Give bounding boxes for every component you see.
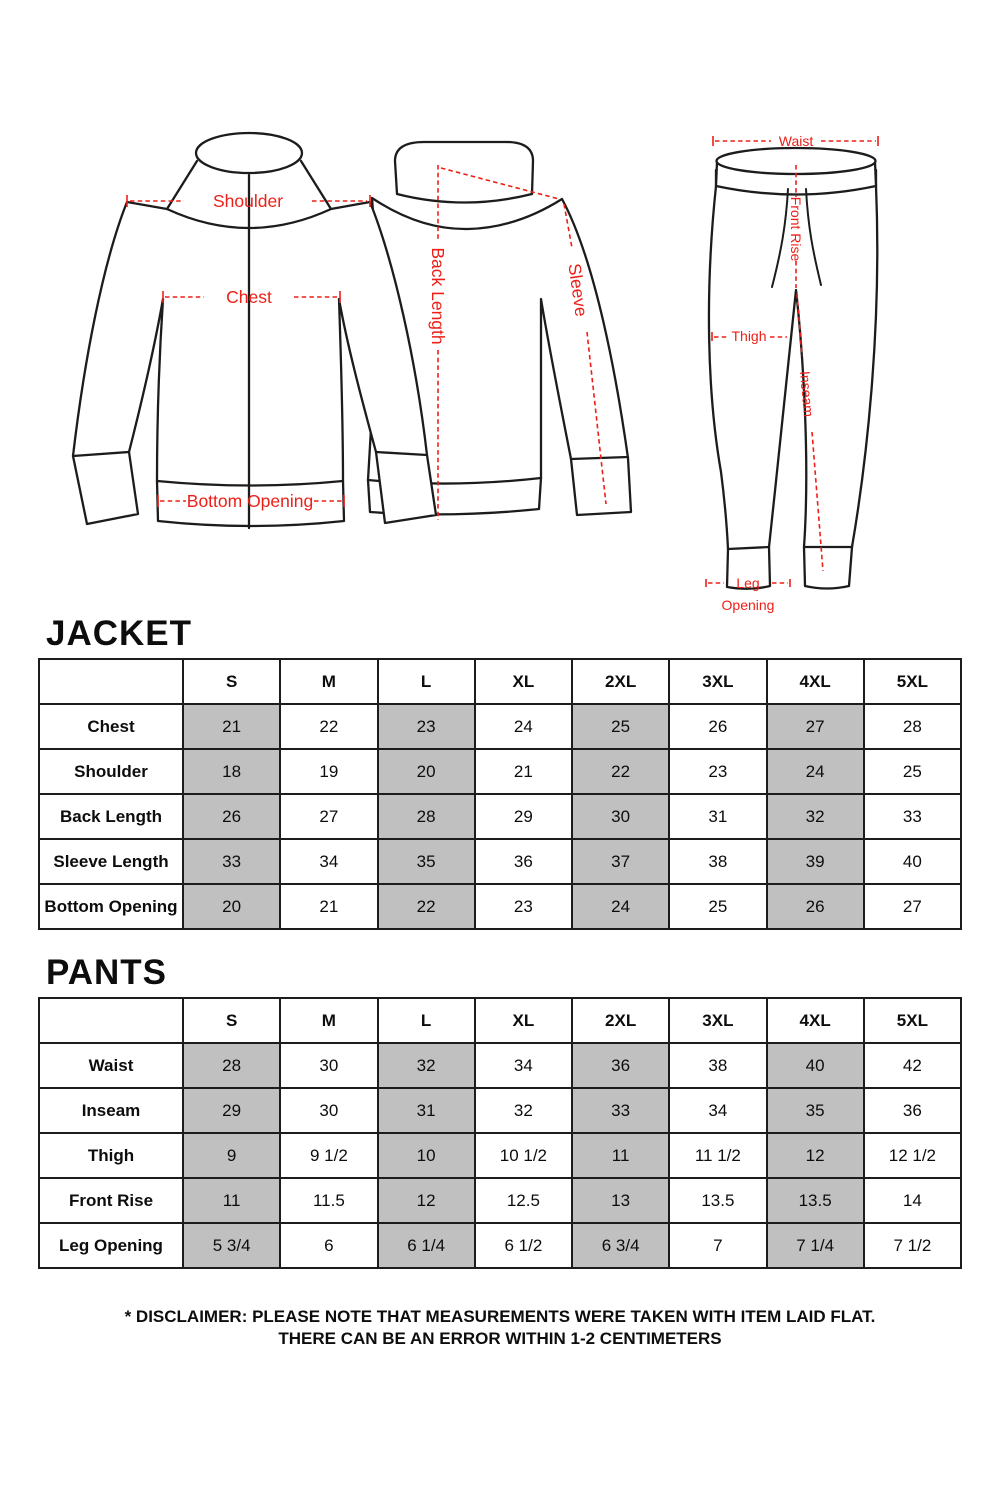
inseam-label: Inseam	[797, 370, 817, 418]
value-cell: 39	[767, 839, 864, 884]
value-cell: 11	[572, 1133, 669, 1178]
leg-opening-measure	[706, 575, 790, 613]
pants-size-table	[38, 997, 962, 1269]
value-cell: 27	[864, 884, 961, 929]
value-cell: 5 3/4	[183, 1223, 280, 1268]
value-cell: 13.5	[669, 1178, 766, 1223]
value-cell: 33	[864, 794, 961, 839]
size-header-M: M	[280, 998, 377, 1043]
value-cell: 32	[475, 1088, 572, 1133]
size-header-5XL: 5XL	[864, 659, 961, 704]
value-cell: 12	[378, 1178, 475, 1223]
value-cell: 28	[378, 794, 475, 839]
value-cell: 25	[572, 704, 669, 749]
value-cell: 23	[475, 884, 572, 929]
value-cell: 29	[183, 1088, 280, 1133]
row-label-cell: Shoulder	[39, 749, 183, 794]
table-row	[39, 704, 961, 749]
jacket-front-body	[73, 202, 436, 526]
value-cell: 34	[669, 1088, 766, 1133]
value-cell: 25	[669, 884, 766, 929]
value-cell: 33	[572, 1088, 669, 1133]
table-row	[39, 1133, 961, 1178]
value-cell: 36	[864, 1088, 961, 1133]
value-cell: 36	[475, 839, 572, 884]
value-cell: 21	[475, 749, 572, 794]
front-rise-label: Front Rise	[788, 196, 804, 262]
value-cell: 13	[572, 1178, 669, 1223]
thigh-label: Thigh	[731, 328, 767, 344]
table-row	[39, 1043, 961, 1088]
table-row	[39, 749, 961, 794]
value-cell: 6 3/4	[572, 1223, 669, 1268]
value-cell: 25	[864, 749, 961, 794]
sleeve-label: Sleeve	[564, 262, 592, 318]
value-cell: 11.5	[280, 1178, 377, 1223]
row-label-cell: Sleeve Length	[39, 839, 183, 884]
value-cell: 27	[280, 794, 377, 839]
value-cell: 7 1/2	[864, 1223, 961, 1268]
value-cell: 21	[183, 704, 280, 749]
value-cell: 20	[378, 749, 475, 794]
value-cell: 35	[767, 1088, 864, 1133]
size-header-S: S	[183, 659, 280, 704]
value-cell: 28	[864, 704, 961, 749]
value-cell: 10 1/2	[475, 1133, 572, 1178]
jacket-front-drawing	[73, 133, 436, 528]
corner-cell	[39, 659, 183, 704]
value-cell: 30	[572, 794, 669, 839]
value-cell: 40	[767, 1043, 864, 1088]
row-label-cell: Chest	[39, 704, 183, 749]
value-cell: 32	[767, 794, 864, 839]
value-cell: 10	[378, 1133, 475, 1178]
corner-cell	[39, 998, 183, 1043]
value-cell: 23	[378, 704, 475, 749]
table-row	[39, 839, 961, 884]
value-cell: 28	[183, 1043, 280, 1088]
table-row	[39, 1223, 961, 1268]
value-cell: 26	[767, 884, 864, 929]
size-header-L: L	[378, 659, 475, 704]
value-cell: 14	[864, 1178, 961, 1223]
size-header-2XL: 2XL	[572, 659, 669, 704]
value-cell: 30	[280, 1043, 377, 1088]
value-cell: 34	[475, 1043, 572, 1088]
header-row	[39, 998, 961, 1043]
disclaimer	[0, 1306, 1000, 1350]
value-cell: 9 1/2	[280, 1133, 377, 1178]
value-cell: 12 1/2	[864, 1133, 961, 1178]
size-header-4XL: 4XL	[767, 998, 864, 1043]
value-cell: 23	[669, 749, 766, 794]
size-header-L: L	[378, 998, 475, 1043]
size-header-XL: XL	[475, 998, 572, 1043]
value-cell: 6	[280, 1223, 377, 1268]
pants-section-title: PANTS	[46, 953, 168, 992]
size-header-S: S	[183, 998, 280, 1043]
row-label-cell: Inseam	[39, 1088, 183, 1133]
value-cell: 30	[280, 1088, 377, 1133]
value-cell: 40	[864, 839, 961, 884]
value-cell: 20	[183, 884, 280, 929]
value-cell: 31	[669, 794, 766, 839]
value-cell: 35	[378, 839, 475, 884]
row-label-cell: Front Rise	[39, 1178, 183, 1223]
garment-measurement-diagram	[0, 0, 1000, 620]
value-cell: 26	[183, 794, 280, 839]
size-header-4XL: 4XL	[767, 659, 864, 704]
value-cell: 11	[183, 1178, 280, 1223]
size-header-XL: XL	[475, 659, 572, 704]
waist-label: Waist	[778, 133, 814, 149]
size-header-3XL: 3XL	[669, 659, 766, 704]
chest-label: Chest	[226, 287, 272, 307]
size-header-M: M	[280, 659, 377, 704]
row-label-cell: Bottom Opening	[39, 884, 183, 929]
back-length-label: Back Length	[428, 247, 448, 345]
jacket-back-collar	[395, 142, 533, 203]
pants-waist-opening	[717, 148, 876, 174]
table-row	[39, 1178, 961, 1223]
value-cell: 12.5	[475, 1178, 572, 1223]
value-cell: 7	[669, 1223, 766, 1268]
disclaimer-line2: THERE CAN BE AN ERROR WITHIN 1-2 CENTIMETERS	[278, 1329, 722, 1348]
value-cell: 38	[669, 839, 766, 884]
table-row	[39, 884, 961, 929]
jacket-section-title: JACKET	[46, 614, 193, 653]
value-cell: 11 1/2	[669, 1133, 766, 1178]
value-cell: 38	[669, 1043, 766, 1088]
shoulder-label: Shoulder	[212, 191, 284, 211]
bottom-opening-label: Bottom Opening	[186, 491, 314, 511]
size-header-3XL: 3XL	[669, 998, 766, 1043]
value-cell: 18	[183, 749, 280, 794]
value-cell: 6 1/2	[475, 1223, 572, 1268]
jacket-collar-opening	[196, 133, 302, 173]
value-cell: 22	[378, 884, 475, 929]
row-label-cell: Thigh	[39, 1133, 183, 1178]
value-cell: 21	[280, 884, 377, 929]
value-cell: 9	[183, 1133, 280, 1178]
disclaimer-line1: * DISCLAIMER: PLEASE NOTE THAT MEASUREMENTS WERE TAKEN WITH ITEM LAID FLAT.	[124, 1307, 876, 1326]
value-cell: 19	[280, 749, 377, 794]
row-label-cell: Waist	[39, 1043, 183, 1088]
value-cell: 27	[767, 704, 864, 749]
value-cell: 37	[572, 839, 669, 884]
value-cell: 13.5	[767, 1178, 864, 1223]
value-cell: 29	[475, 794, 572, 839]
value-cell: 24	[572, 884, 669, 929]
value-cell: 22	[280, 704, 377, 749]
table-row	[39, 1088, 961, 1133]
waist-measure	[713, 133, 878, 149]
value-cell: 42	[864, 1043, 961, 1088]
value-cell: 22	[572, 749, 669, 794]
jacket-size-table	[38, 658, 962, 930]
row-label-cell: Leg Opening	[39, 1223, 183, 1268]
value-cell: 32	[378, 1043, 475, 1088]
value-cell: 31	[378, 1088, 475, 1133]
table-row	[39, 794, 961, 839]
value-cell: 26	[669, 704, 766, 749]
value-cell: 33	[183, 839, 280, 884]
leg-opening-label-line2: Opening	[721, 597, 775, 613]
size-header-5XL: 5XL	[864, 998, 961, 1043]
value-cell: 7 1/4	[767, 1223, 864, 1268]
value-cell: 12	[767, 1133, 864, 1178]
leg-opening-label-line1: Leg	[736, 575, 760, 591]
header-row	[39, 659, 961, 704]
row-label-cell: Back Length	[39, 794, 183, 839]
value-cell: 36	[572, 1043, 669, 1088]
size-header-2XL: 2XL	[572, 998, 669, 1043]
value-cell: 6 1/4	[378, 1223, 475, 1268]
value-cell: 24	[475, 704, 572, 749]
pants-drawing	[706, 133, 878, 613]
value-cell: 24	[767, 749, 864, 794]
value-cell: 34	[280, 839, 377, 884]
